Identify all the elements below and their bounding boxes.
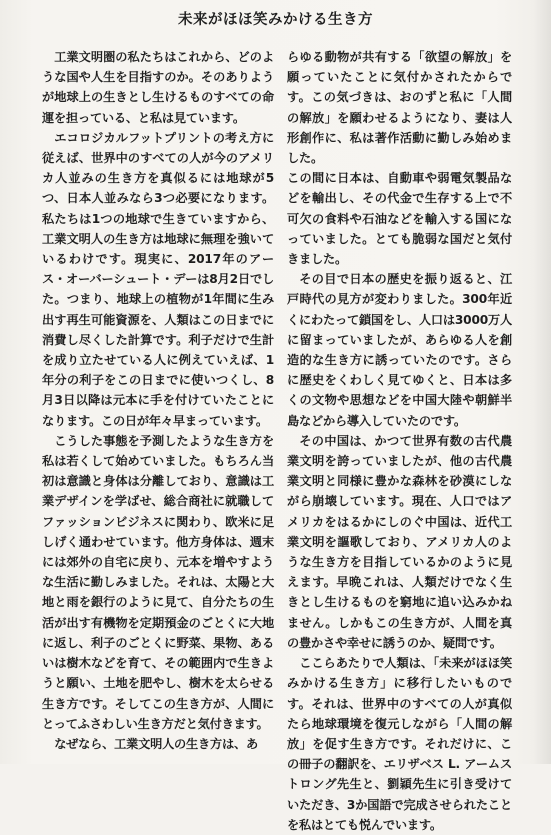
paragraph: こうした事態を予測したような生き方を私は若くして始めていました。もちろん当初は意識と身体は分離しており、意識は工業デザインを学ばせ、総合商社に就職してファッションビジネスに関わり、欧米に足しげく通わせています。他方身体は、週末には郊外の自宅に戻り、元本を増やすような生活に勤しみました。それは、太陽と大地と雨を銀行のように見て、自分たちの生活が出す有機物を定期預金のごとくに大地に返し、利子のごとくに野菜、果物、あるいは樹木などを育て、その範囲内で生きようと願い、土地を肥やし、樹木を太らせる生き方です。そしてこの生き方が、人間にとってふさわしい生き方だと気付きます。 — [42, 433, 274, 731]
paragraph: らゆる動物が共有する「欲望の解放」を願っていたことに気付かされたからです。この気づきは、おのずと私に「人間の解放」を願わせるようになり、妻は人形創作に、私は著作活動に勤しみ始めました。 — [287, 50, 512, 166]
page-title: 未来がほほ笑みかける生き方 — [178, 12, 373, 28]
paragraph: この間に日本は、自動車や弱電気製品などを輸出し、その代金で生存する上で不可欠の食料や石油などを輸入する国になっていました。とても脆弱な国だと気付きました。 — [287, 171, 512, 267]
paragraph: その中国は、かつて世界有数の古代農業文明を誇っていましたが、他の古代農業文明と同様に豊かな森林を砂漠にしながら崩壊しています。現在、人口ではアメリカをはるかにしのぐ中国は、近代工業文明を謳歌しており、アメリカ人のような生き方を目指しているかのように見えます。早晩これは、人類だけでなく生きとし生けるものを窮地に追い込みかねません。しかもこの生き方が、人間を真の豊かさや幸せに誘うのか、疑問です。 — [287, 433, 512, 650]
paragraph: エコロジカルフットプリントの考え方に従えば、世界中のすべての人が今のアメリカ人並みの生き方を真似るには地球が5つ、日本人並みなら3つ必要になります。私たちは1つの地球で生きていますから、工業文明人の生き方は地球に無理を強いているわけです。現実に、2017年のアース・オーバーシュート・デーは8月2日でした。つまり、地球上の植物が1年間に生み出す再生可能資源を、人類はこの日までに消費し尽くした計算です。利子だけで生計を成り立たせている人に例えていえば、1年分の利子をこの日までに使いつくし、8月3日以降は元本に手を付けていたことになります。この日が年々早まっています。 — [42, 130, 274, 428]
paragraph: その目で日本の歴史を振り返ると、江戸時代の見方が変わりました。300年近くにわたって鎖国をし、人口は3000万人に留まっていましたが、あらゆる人を創造的な生き方に誘っていたのです。さらに歴史をくわしく見てゆくと、日本は多くの文物や思想などを中国大陸や朝鮮半島などから導入していたのです。 — [287, 272, 512, 428]
paragraph: 工業文明圏の私たちはこれから、どのような国や人生を目指すのか。そのありようが地球上の生きとし生けるものすべての命運を担っている、と私は見ています。 — [42, 50, 274, 125]
paragraph: なぜなら、工業文明人の生き方は、あ — [54, 736, 258, 751]
right-column — [287, 47, 512, 835]
paragraph: ここらあたりで人類は、「未来がほほ笑みかける生き方」に移行したいものです。それは、世界中のすべての人が真似たら地球環境を復元しながら「人間の解放」を促す生き方です。それだけに、この冊子の翻訳を、エリザベス L. アームストロング先生と、劉穎先生に引き受けていただき、3か国語で完成させられたことを私はとても悦んでいます。 — [287, 656, 512, 832]
left-column — [42, 47, 274, 754]
page-edge-shadow — [533, 0, 551, 764]
